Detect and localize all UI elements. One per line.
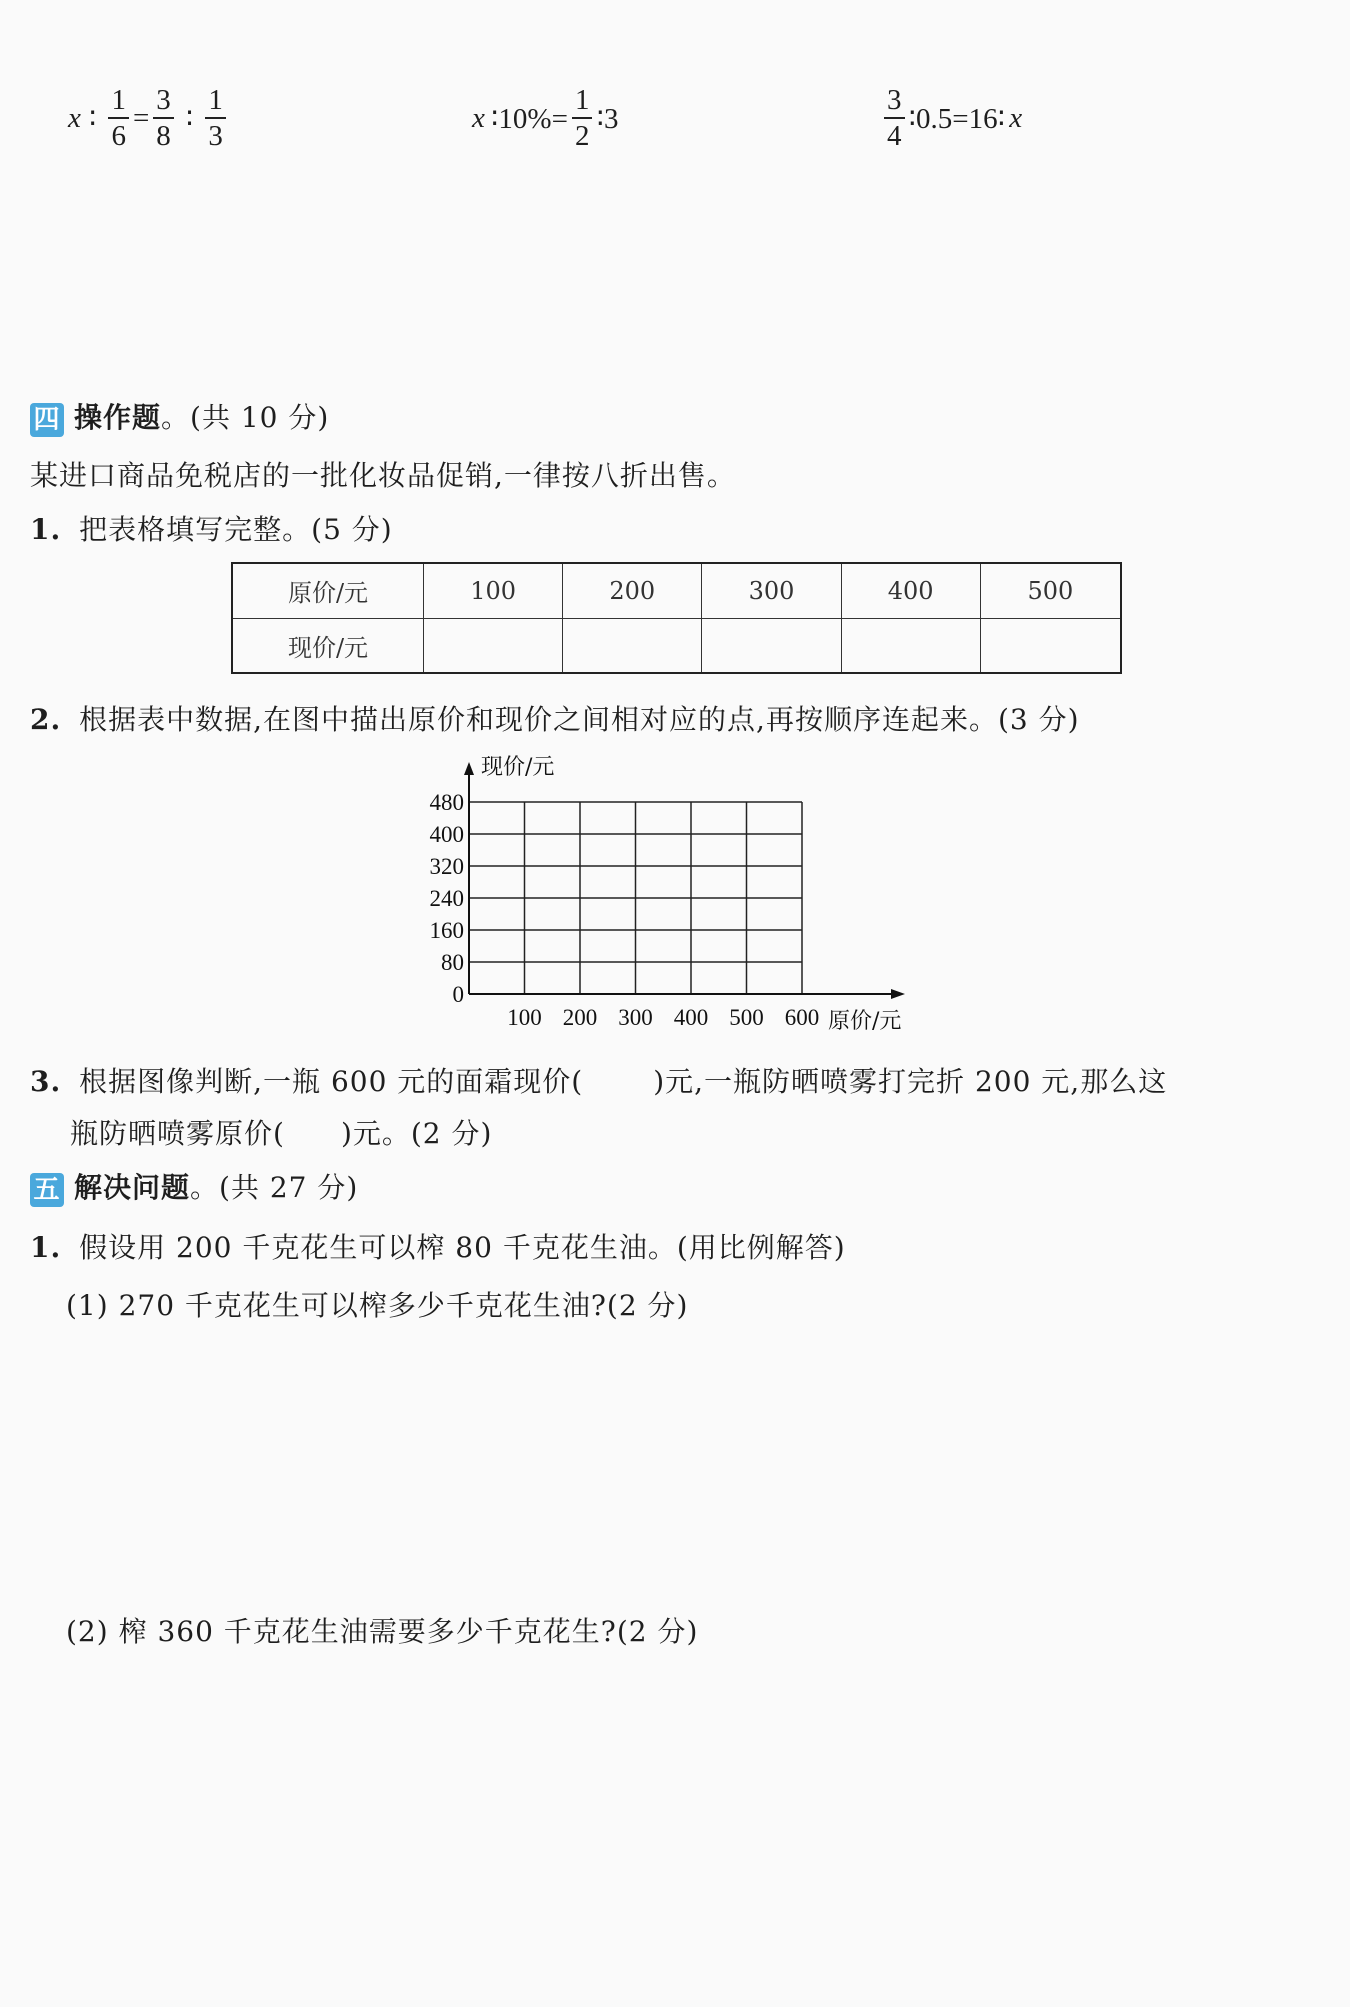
table-row-label: 现价/元	[232, 618, 424, 673]
x-tick-label: 600	[784, 1005, 820, 1030]
question-number: 1.	[30, 1231, 62, 1264]
question-text: 根据图像判断,一瓶 600 元的面霜现价(	[79, 1065, 584, 1098]
y-tick-label: 0	[452, 982, 464, 1007]
section-title: 解决问题	[74, 1171, 191, 1204]
x-tick-label: 100	[507, 1005, 542, 1030]
y-axis-label: 现价/元	[481, 755, 555, 780]
fraction: $\frac{1}{6}$	[108, 83, 129, 153]
question-text: 根据表中数据,在图中描出原价和现价之间相对应的点,再按顺序连起来。(3 分)	[79, 703, 1080, 736]
equation-middle: ∶0.5=16∶	[908, 102, 1006, 135]
section-title: 操作题	[74, 401, 162, 434]
equation-middle: ∶10%=	[490, 102, 568, 135]
equals-sign: =	[132, 101, 150, 134]
x-tick-label: 200	[562, 1005, 598, 1030]
question-number: 3.	[30, 1065, 62, 1098]
sub-question-1: (1) 270 千克花生可以榨多少千克花生油?(2 分)	[66, 1289, 689, 1322]
x-axis-label: 原价/元	[828, 1009, 902, 1034]
x-axis-arrow	[891, 989, 905, 999]
fraction: $\frac{1}{2}$	[572, 83, 593, 153]
question-text: 假设用 200 千克花生可以榨 80 千克花生油。(用比例解答)	[79, 1231, 846, 1264]
variable-x: x	[1009, 101, 1023, 134]
question-text: 把表格填写完整。(5 分)	[79, 513, 393, 546]
ratio-colon: ∶	[185, 102, 194, 135]
fraction: $\frac{3}{4}$	[884, 83, 905, 153]
fraction: $\frac{3}{8}$	[153, 83, 174, 153]
x-tick-label: 300	[618, 1005, 653, 1030]
ratio-colon: ∶	[88, 102, 97, 135]
y-tick-label: 160	[429, 918, 464, 943]
x-tick-label: 500	[729, 1005, 764, 1030]
fraction: $\frac{1}{3}$	[205, 83, 226, 153]
question-text: )元。(2 分)	[340, 1117, 493, 1150]
question-number: 2.	[30, 703, 62, 736]
variable-x: x	[68, 101, 81, 134]
section-badge: 四	[30, 403, 64, 437]
table-cell: 200	[563, 563, 702, 618]
question-3	[30, 1060, 1167, 1100]
table-cell: 300	[702, 563, 841, 618]
table-row-label: 原价/元	[232, 563, 424, 618]
y-tick-label: 480	[429, 790, 464, 815]
variable-x: x	[472, 101, 485, 134]
y-tick-label: 80	[441, 950, 464, 975]
section-score: 。(共 27 分)	[190, 1171, 359, 1204]
problem-1	[30, 1226, 846, 1266]
table-cell: 100	[424, 563, 563, 618]
y-axis-arrow	[464, 762, 474, 775]
table-cell: 500	[980, 563, 1121, 618]
question-text: )元,一瓶防晒喷雾打完折 200 元,那么这	[653, 1065, 1168, 1098]
section-badge: 五	[30, 1173, 64, 1207]
section-4-intro: 某进口商品免税店的一批化妆品促销,一律按八折出售。	[30, 459, 736, 492]
question-text: 瓶防晒喷雾原价(	[70, 1117, 285, 1150]
section-5-header	[30, 1166, 358, 1207]
y-tick-label: 400	[429, 822, 464, 847]
equation-tail: ∶3	[596, 102, 619, 135]
question-3-line-2	[70, 1112, 492, 1152]
question-number: 1.	[30, 513, 62, 546]
sub-question-2: (2) 榨 360 千克花生油需要多少千克花生?(2 分)	[66, 1615, 699, 1648]
x-tick-label: 400	[673, 1005, 709, 1030]
y-tick-label: 320	[429, 854, 464, 879]
y-tick-label: 240	[429, 886, 464, 911]
section-score: 。(共 10 分)	[161, 401, 330, 434]
table-cell: 400	[841, 563, 980, 618]
